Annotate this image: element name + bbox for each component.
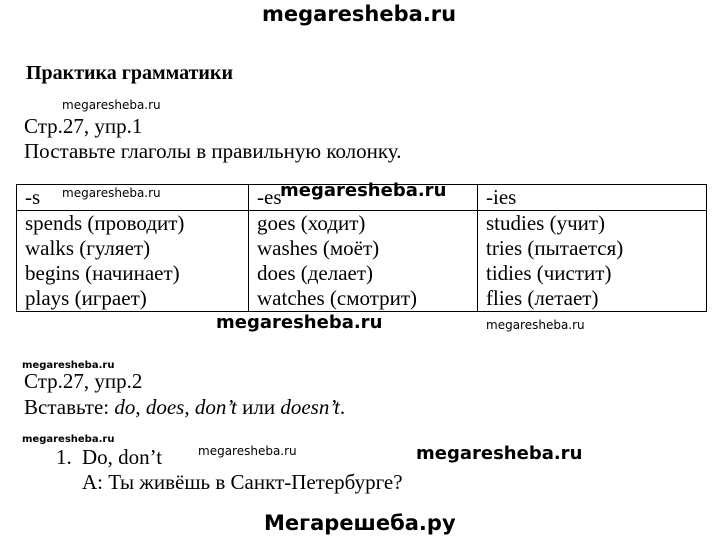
- table-cell: tries (пытается): [486, 236, 624, 260]
- column-s: [17, 211, 249, 312]
- watermark-medium: megaresheba.ru: [280, 180, 447, 201]
- watermark-small: megaresheba.ru: [486, 318, 585, 332]
- exercise1-instruction: Поставьте глаголы в правильную колонку.: [24, 139, 402, 163]
- column-es: [249, 211, 478, 312]
- header-s: -s: [17, 185, 249, 211]
- watermark-medium: megaresheba.ru: [216, 312, 383, 333]
- table-cell: flies (летает): [486, 286, 599, 310]
- instruction-prefix: Вставьте:: [24, 395, 115, 419]
- separator: или: [236, 395, 281, 419]
- table-cell: begins (начинает): [25, 261, 180, 285]
- top-watermark: megaresheba.ru: [262, 2, 457, 26]
- separator: ,: [135, 395, 146, 419]
- exercise2-item-title: Do, don’t: [82, 445, 163, 469]
- bottom-watermark: Мегарешеба.ру: [264, 511, 456, 535]
- header-ies: -ies: [478, 185, 707, 211]
- separator: ,: [184, 395, 195, 419]
- column-ies: [478, 211, 707, 312]
- watermark-tiny: megaresheba.ru: [22, 360, 115, 371]
- table-cell: tidies (чистит): [486, 261, 612, 285]
- exercise1-reference: Стр.27, упр.1: [24, 114, 143, 138]
- option-do: do: [114, 395, 136, 419]
- watermark-small: megaresheba.ru: [198, 444, 297, 458]
- table-cell: studies (учит): [486, 211, 606, 235]
- watermark-small: megaresheba.ru: [62, 186, 161, 200]
- watermark-medium: megaresheba.ru: [416, 443, 583, 464]
- table-cell: plays (играет): [25, 286, 147, 310]
- option-doesnt: doesn’t: [280, 395, 340, 419]
- option-does: does: [145, 395, 185, 419]
- table-row: [17, 211, 707, 312]
- table-cell: does (делает): [257, 261, 374, 285]
- table-cell: washes (моёт): [257, 236, 380, 260]
- instruction-end: .: [339, 395, 346, 419]
- exercise2-question: A: Ты живёшь в Санкт-Петербурге?: [82, 470, 403, 494]
- table-cell: walks (гуляет): [25, 236, 151, 260]
- exercise2-item-number: 1.: [56, 445, 72, 469]
- exercise2-reference: Стр.27, упр.2: [24, 369, 143, 393]
- option-dont: don’t: [194, 395, 237, 419]
- verb-table: [16, 184, 707, 312]
- watermark-small: megaresheba.ru: [62, 98, 161, 112]
- table-cell: spends (проводит): [25, 211, 185, 235]
- section-heading: Практика грамматики: [26, 62, 233, 84]
- table-cell: watches (смотрит): [257, 286, 418, 310]
- header-es: -es: [249, 185, 478, 211]
- watermark-tiny: megaresheba.ru: [22, 434, 115, 445]
- table-cell: goes (ходит): [257, 211, 366, 235]
- exercise2-instruction: [24, 395, 345, 420]
